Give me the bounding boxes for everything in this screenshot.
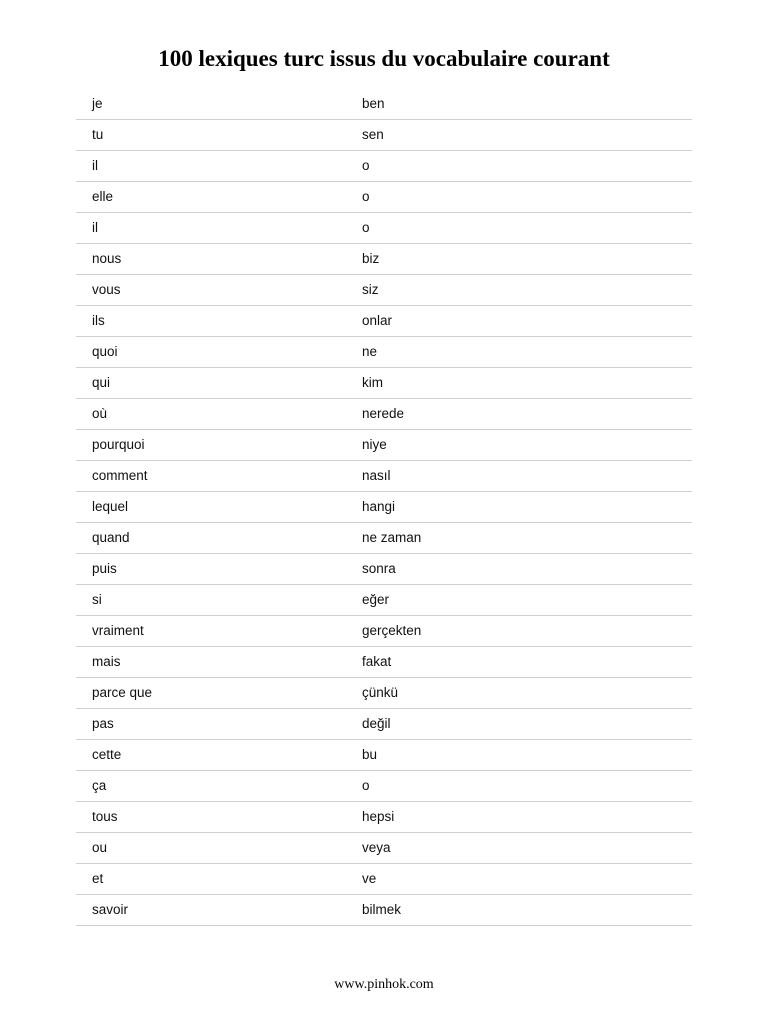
table-row	[76, 430, 692, 461]
turkish-word: biz	[362, 251, 380, 266]
turkish-word: o	[362, 158, 370, 173]
table-row	[76, 275, 692, 306]
table-row	[76, 461, 692, 492]
table-row	[76, 740, 692, 771]
turkish-word: hangi	[362, 499, 396, 514]
turkish-word: sen	[362, 127, 384, 142]
turkish-word: o	[362, 220, 370, 235]
turkish-word: siz	[362, 282, 379, 297]
french-word: si	[92, 592, 102, 607]
french-word: puis	[92, 561, 117, 576]
turkish-word: nasıl	[362, 468, 391, 483]
turkish-word: niye	[362, 437, 387, 452]
table-row	[76, 678, 692, 709]
table-row	[76, 802, 692, 833]
table-row	[76, 151, 692, 182]
turkish-word: ben	[362, 96, 385, 111]
french-word: lequel	[92, 499, 129, 514]
french-word: ou	[92, 840, 108, 855]
turkish-word: sonra	[362, 561, 396, 576]
turkish-word: çünkü	[362, 685, 399, 700]
french-word: quoi	[92, 344, 118, 359]
table-row	[76, 647, 692, 678]
table-row	[76, 368, 692, 399]
french-word: mais	[92, 654, 121, 669]
french-word: ils	[92, 313, 105, 328]
french-word: tu	[92, 127, 104, 142]
french-word: pas	[92, 716, 114, 731]
table-row	[76, 585, 692, 616]
french-word: cette	[92, 747, 122, 762]
table-row	[76, 864, 692, 895]
table-row	[76, 833, 692, 864]
french-word: elle	[92, 189, 114, 204]
turkish-word: ne	[362, 344, 378, 359]
turkish-word: ve	[362, 871, 377, 886]
table-row	[76, 709, 692, 740]
turkish-word: bu	[362, 747, 378, 762]
french-word: comment	[92, 468, 148, 483]
table-row	[76, 306, 692, 337]
table-row	[76, 771, 692, 802]
turkish-word: hepsi	[362, 809, 395, 824]
turkish-word: onlar	[362, 313, 393, 328]
table-row	[76, 120, 692, 151]
french-word: savoir	[92, 902, 129, 917]
turkish-word: nerede	[362, 406, 405, 421]
turkish-word: veya	[362, 840, 391, 855]
turkish-word: o	[362, 778, 370, 793]
turkish-word: gerçekten	[362, 623, 422, 638]
table-row	[76, 89, 692, 120]
turkish-word: eğer	[362, 592, 390, 607]
french-word: pourquoi	[92, 437, 145, 452]
french-word: ça	[92, 778, 107, 793]
turkish-word: ne zaman	[362, 530, 422, 545]
french-word: et	[92, 871, 104, 886]
french-word: parce que	[92, 685, 153, 700]
french-word: vous	[92, 282, 121, 297]
page-title: 100 lexiques turc issus du vocabulaire courant	[158, 46, 610, 71]
footer-url: www.pinhok.com	[334, 977, 434, 992]
table-row	[76, 492, 692, 523]
french-word: quand	[92, 530, 130, 545]
french-word: qui	[92, 375, 111, 390]
french-word: je	[92, 96, 103, 111]
table-row	[76, 554, 692, 585]
table-row	[76, 182, 692, 213]
table-row	[76, 213, 692, 244]
table-row	[76, 337, 692, 368]
table-row	[76, 399, 692, 430]
turkish-word: değil	[362, 716, 391, 731]
turkish-word: o	[362, 189, 370, 204]
french-word: vraiment	[92, 623, 144, 638]
table-row	[76, 523, 692, 554]
table-row	[76, 895, 692, 926]
french-word: il	[92, 158, 98, 173]
french-word: il	[92, 220, 98, 235]
turkish-word: bilmek	[362, 902, 402, 917]
table-row	[76, 616, 692, 647]
french-word: où	[92, 406, 108, 421]
french-word: tous	[92, 809, 118, 824]
turkish-word: kim	[362, 375, 383, 390]
vocabulary-table	[76, 89, 692, 926]
turkish-word: fakat	[362, 654, 392, 669]
french-word: nous	[92, 251, 122, 266]
table-row	[76, 244, 692, 275]
